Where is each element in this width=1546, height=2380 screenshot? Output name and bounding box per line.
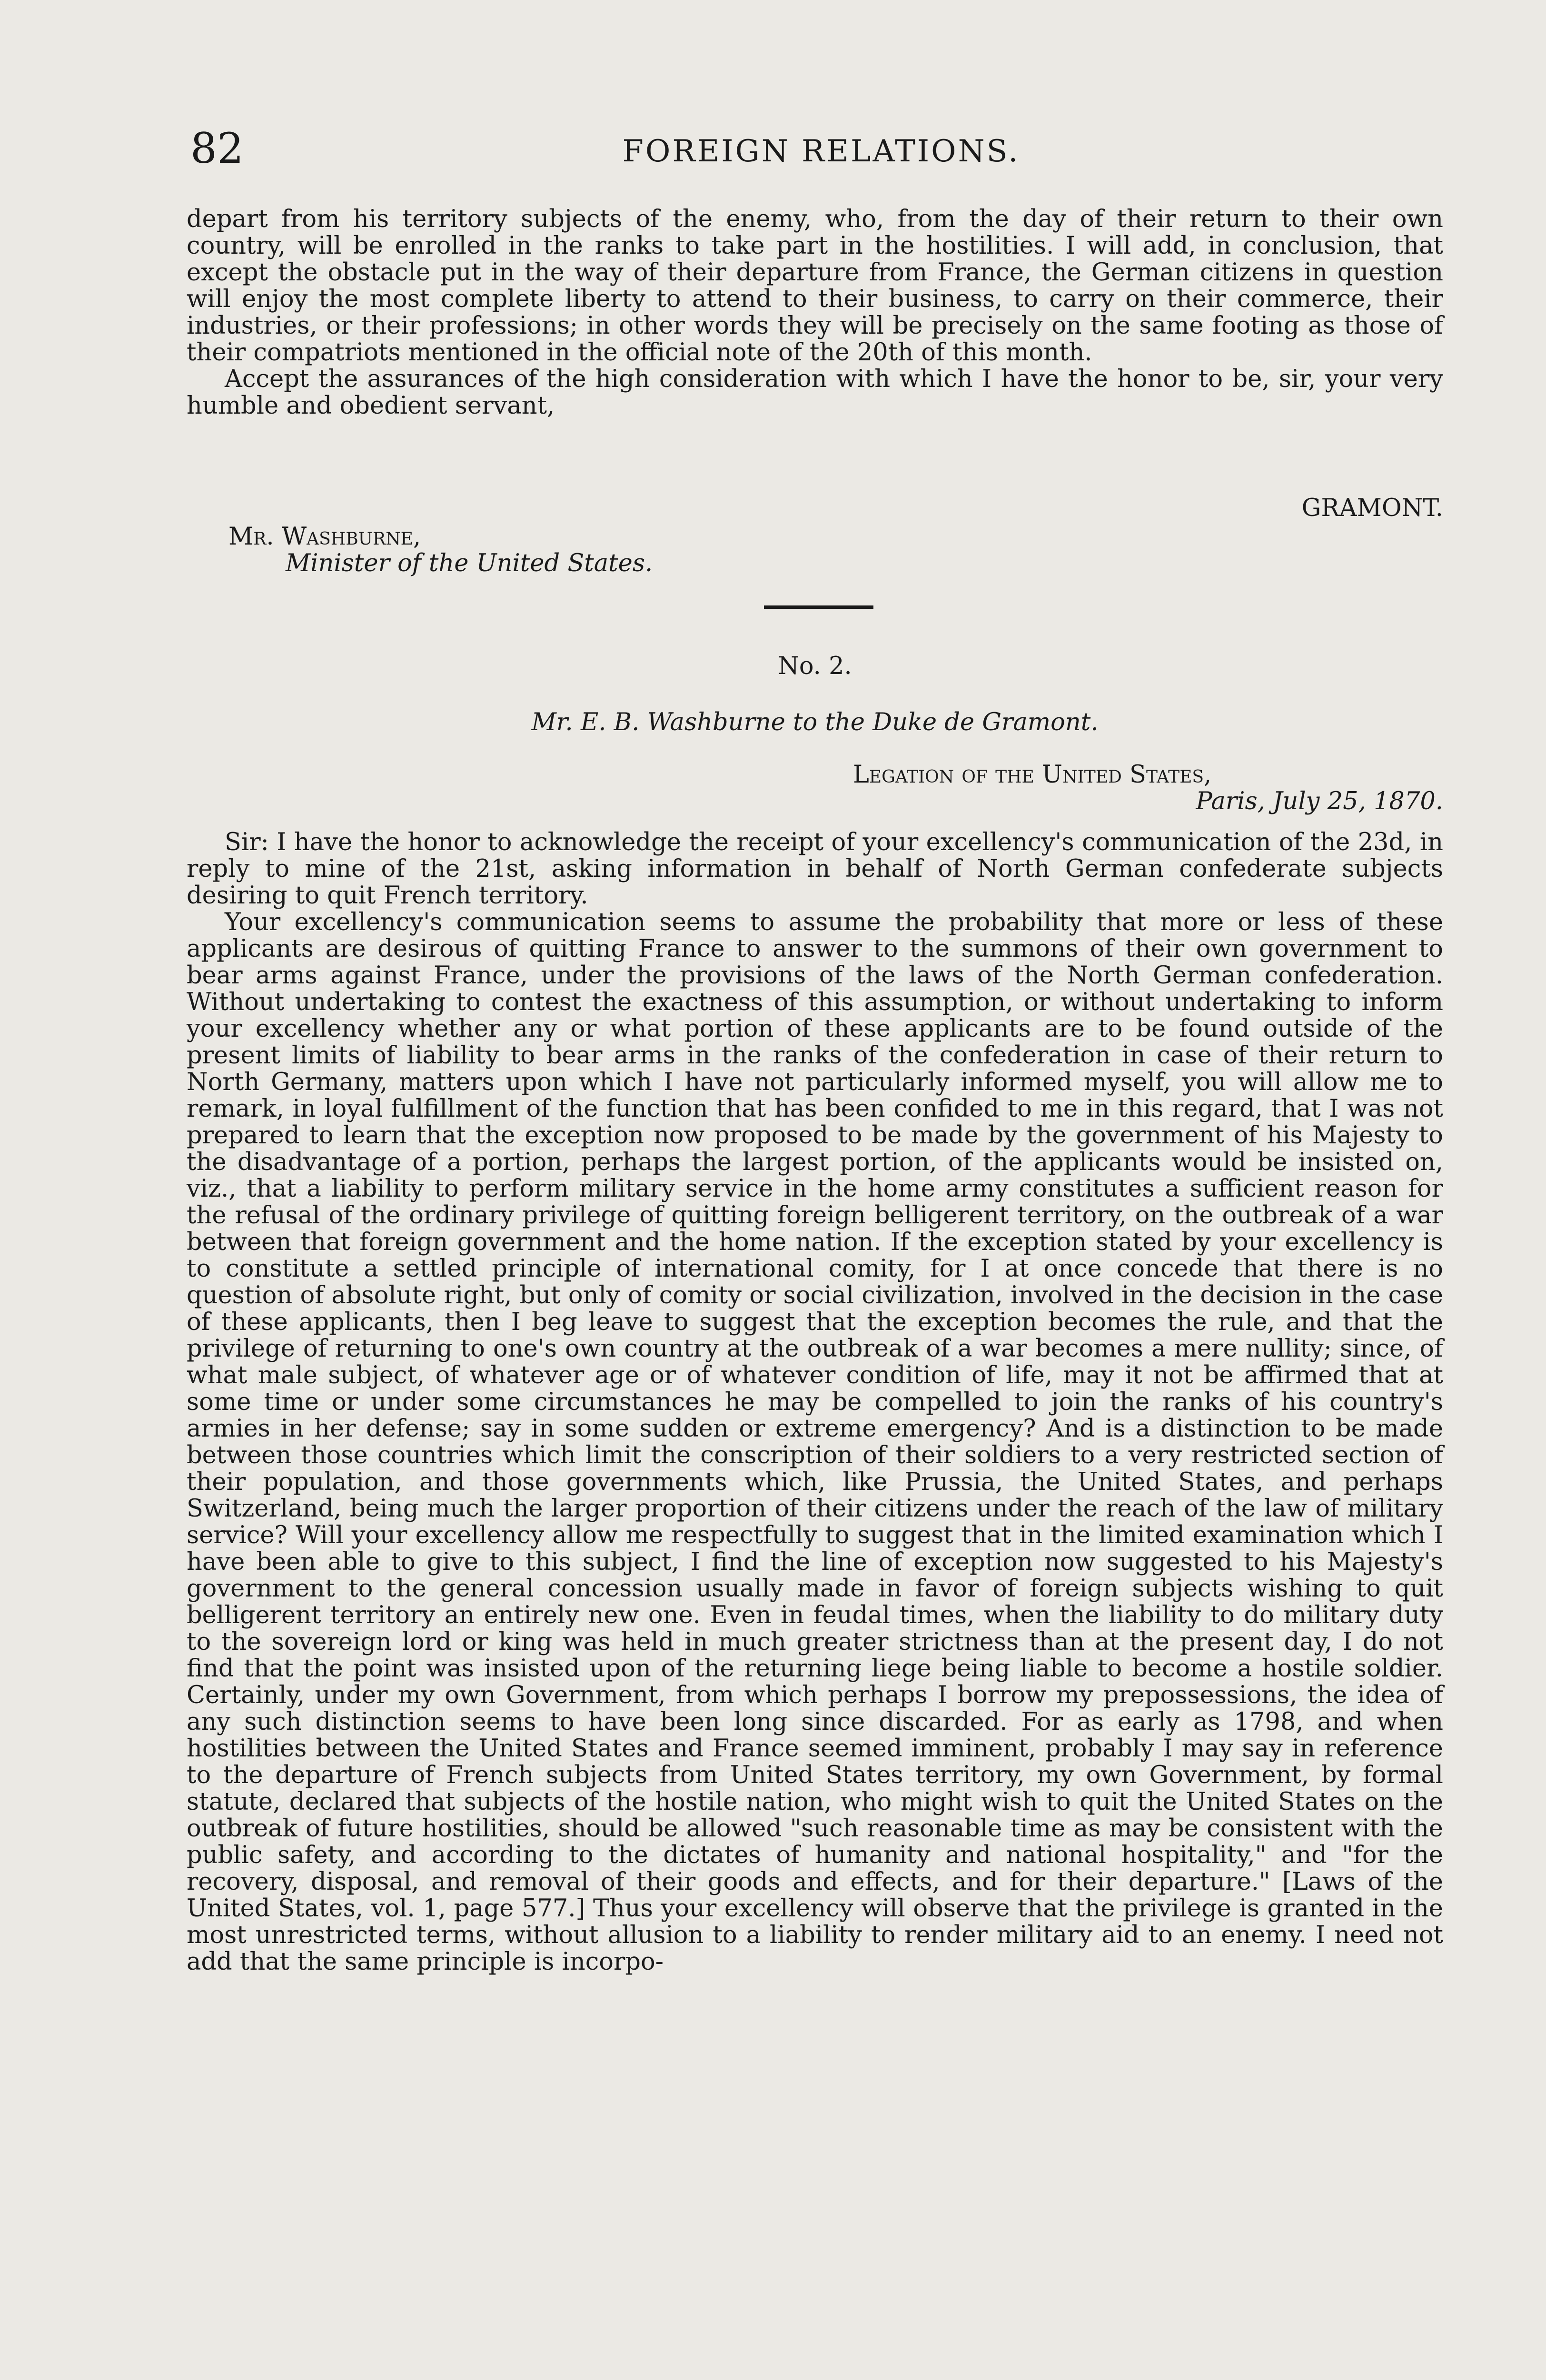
legation-line: Legation of the United States, — [853, 761, 1212, 789]
addressee-name: Mr. Washburne, — [228, 523, 421, 551]
paragraph-1: Sir: I have the honor to acknowledge the receipt of your excellency's communication of the 23d, in reply to mine of the 21st, asking information in behalf of North German confederate subjects desiring to quit French territory. — [187, 828, 1443, 910]
document-title: Mr. E. B. Washburne to the Duke de Gramont. — [531, 708, 1099, 736]
section-divider — [764, 605, 873, 609]
continuation-paragraph — [187, 206, 1443, 419]
letter-body — [187, 829, 1443, 1975]
page-number: 82 — [190, 124, 244, 173]
running-title: FOREIGN RELATIONS. — [622, 134, 1020, 169]
document-number: No. 2. — [778, 652, 852, 680]
dateline-block — [187, 762, 1443, 815]
addressee-title: Minister of the United States. — [286, 549, 653, 577]
addressee-block — [187, 524, 1443, 577]
continuation-text: depart from his territory subjects of the enemy, who, from the day of their return to their own country, will be enrolled in the ranks to take part in the hostilities. I will add, in conclusion, that except the obstacle put in the way of their departure from France, the German citizens in question will enjoy the most complete liberty to attend to their business, to carry on their commerce, their industries, or their professions; in other words they will be precisely on the same footing as those of their compatriots mentioned in the official note of the 20th of this month. — [187, 205, 1443, 367]
acceptance-text: Accept the assurances of the high consideration with which I have the honor to be, sir, your very humble and obedient servant, — [187, 365, 1443, 420]
dateline: Paris, July 25, 1870. — [1196, 787, 1443, 815]
signature: GRAMONT. — [1301, 494, 1443, 522]
paragraph-2: Your excellency's communication seems to assume the probability that more or less of these applicants are desirous of quitting France to answer to the summons of their own government to bear arms against France, under the provisions of the laws of the North German confederation. Without undertaking to contest the exactness of this assumption, or without undertaking to inform your excellency whether any or what portion of these applicants are to be found outside of the present limits of liability to bear arms in the ranks of the confederation in case of their return to North Germany, matters upon which I have not particularly informed myself, you will allow me to remark, in loyal fulfillment of the function that has been confided to me in this regard, that I was not prepared to learn that the exception now proposed to be made by the government of his Majesty to the disadvantage of a portion, perhaps the largest portion, of the applicants would be insisted on, viz., that a liability to perform military service in the home army constitutes a sufficient reason for the refusal of the ordinary privilege of quitting foreign belligerent territory, on the outbreak of a war between that foreign government and the home nation. If the exception stated by your excellency is to constitute a settled principle of international comity, for I at once concede that there is no question of absolute right, but only of comity or social civilization, involved in the decision in the case of these applicants, then I beg leave to suggest that the exception becomes the rule, and that the privilege of returning to one's own country at the outbreak of a war becomes a mere nullity; since, of what male subject, of whatever age or of whatever condition of life, may it not be affirmed that at some time or under some circumstances he may be compelled to join the ranks of his country's armies in her defense; say in some sudden or extreme emergency? And is a distinction to be made between those countries which limit the conscription of their soldiers to a very restricted section of their population, and those governments which, like Prussia, the United States, and perhaps Switzerland, being much the larger proportion of their citizens under the reach of the law of military service? Will your excellency allow me respectfully to suggest that in the limited examination which I have been able to give to this subject, I find the line of exception now suggested to his Majesty's government to the general concession usually made in favor of foreign subjects wishing to quit belligerent territory an entirely new one. Even in feudal times, when the liability to do military duty to the sovereign lord or king was held in much greater strictness than at the present day, I do not find that the point was insisted upon of the returning liege being liable to become a hostile soldier. Certainly, under my own Government, from which perhaps I borrow my prepossessions, the idea of any such distinction seems to have been long since discarded. For as early as 1798, and when hostilities between the United States and France seemed imminent, probably I may say in reference to the departure of French subjects from United States territory, my own Government, by formal statute, declared that subjects of the hostile nation, who might wish to quit the United States on the outbreak of future hostilities, should be allowed "such reasonable time as may be consistent with the public safety, and according to the dictates of humanity and national hospitality," and "for the recovery, disposal, and removal of their goods and effects, and for their departure." [Laws of the United States, vol. 1, page 577.] Thus your excellency will observe that the privilege is granted in the most unrestricted terms, without allusion to a liability to render military aid to an enemy. I need not add that the same principle is incorpo- — [187, 908, 1443, 1976]
page-header — [190, 125, 1452, 182]
